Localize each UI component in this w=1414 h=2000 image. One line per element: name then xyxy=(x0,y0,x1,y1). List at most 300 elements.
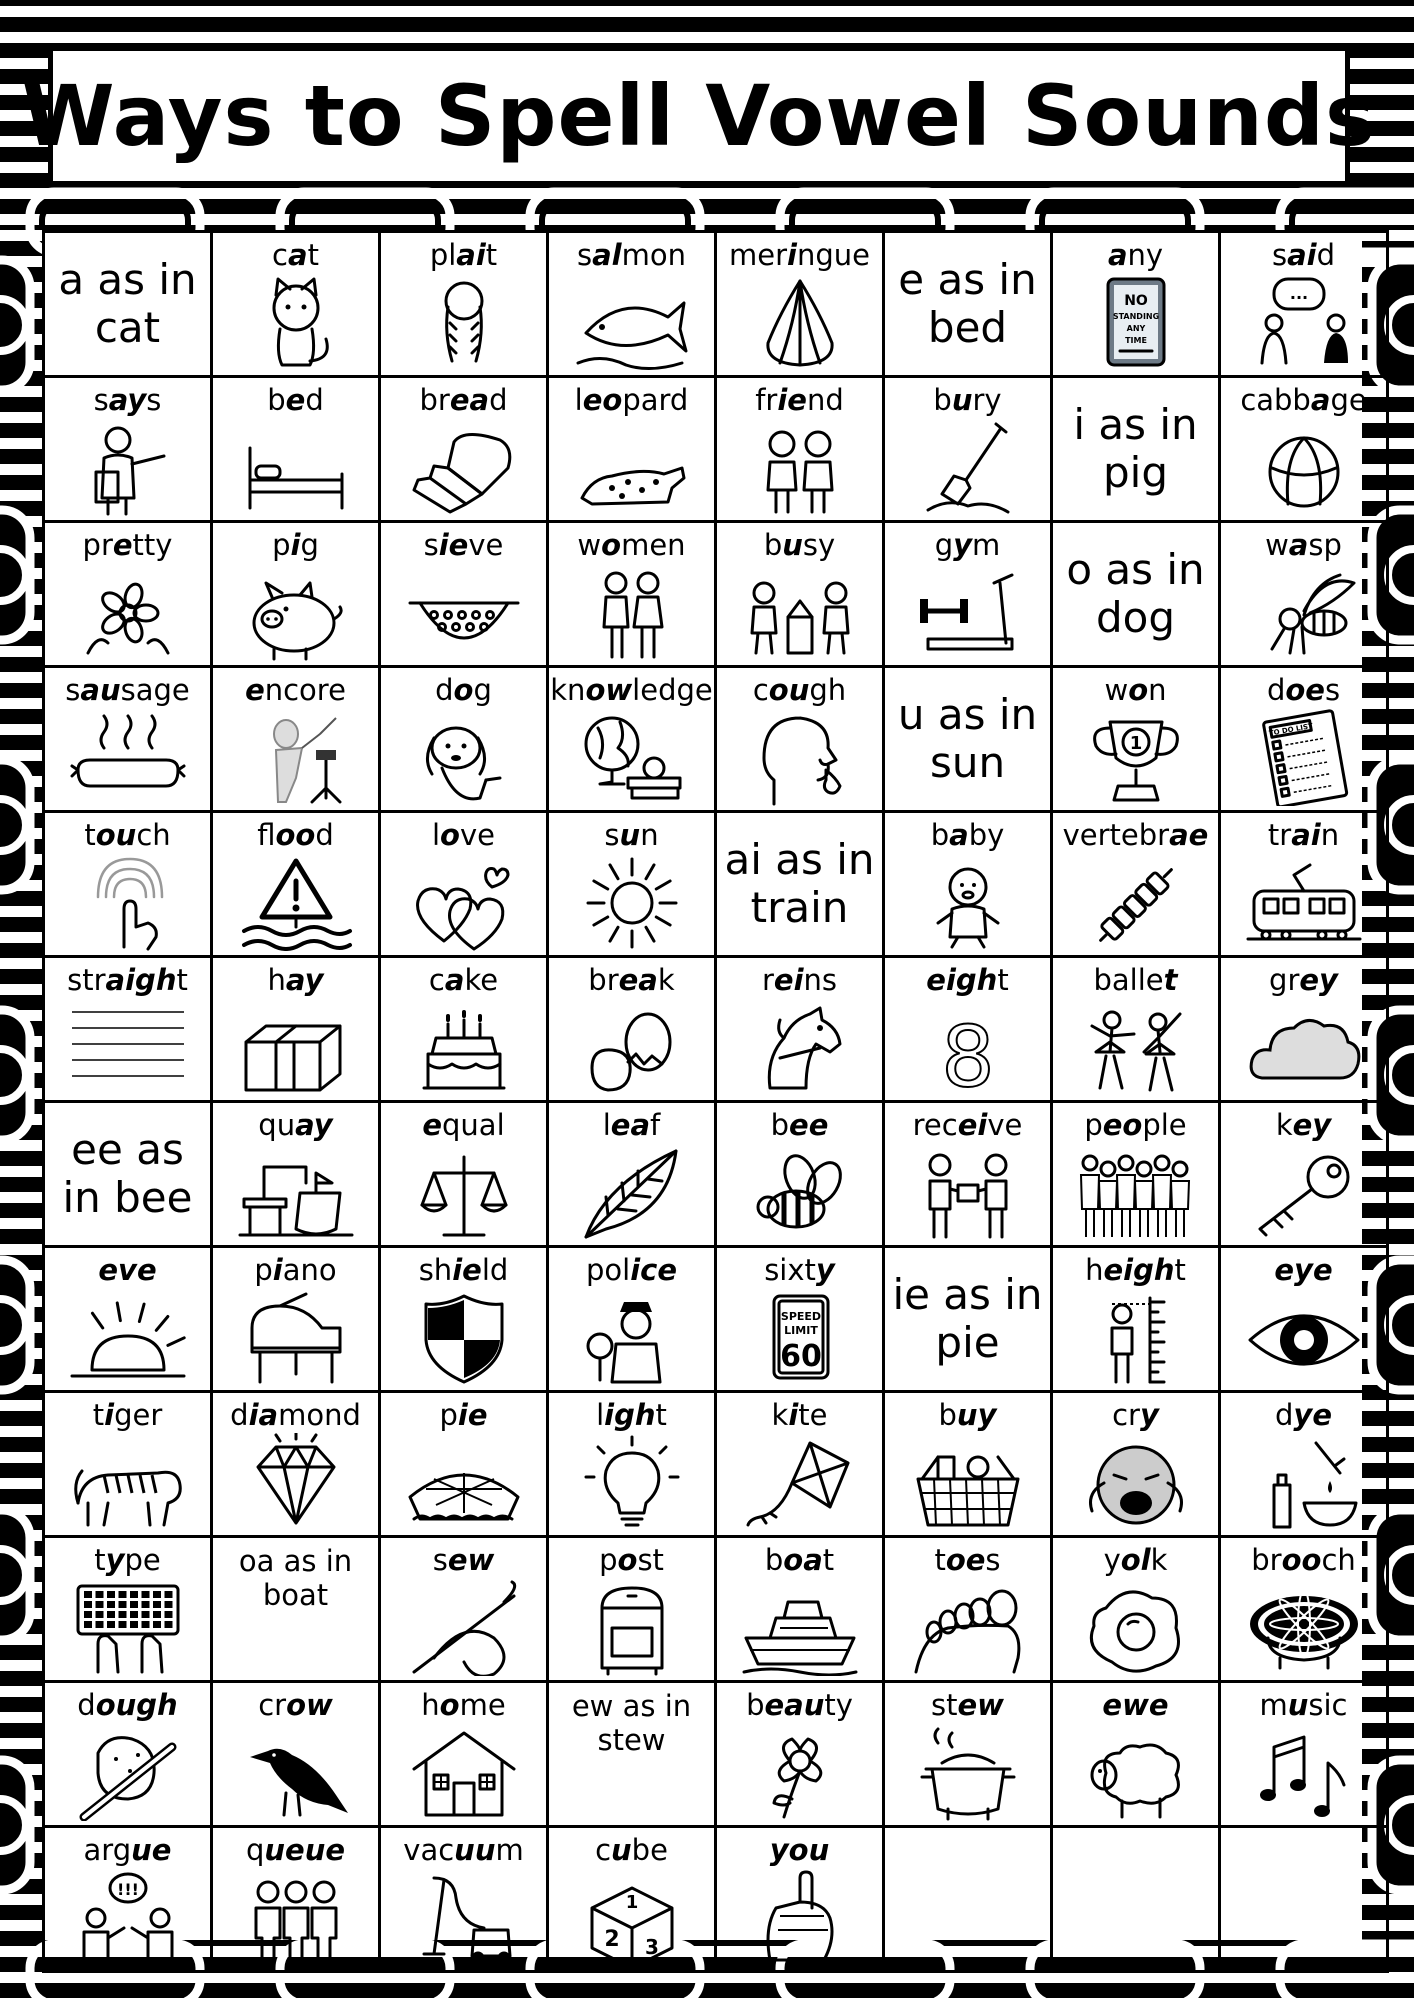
word-prefix: fl xyxy=(257,818,276,852)
word-label xyxy=(381,233,546,273)
word-cell xyxy=(716,1537,884,1682)
word-suffix: ty xyxy=(824,1688,853,1722)
svg-text:NO: NO xyxy=(1123,293,1148,309)
word-suffix: ve xyxy=(468,528,504,562)
grid-row xyxy=(44,522,1388,667)
vacuum-icon xyxy=(402,1868,526,1966)
word-cell xyxy=(380,1827,548,1972)
word-prefix: d xyxy=(1266,673,1286,707)
word-prefix: d xyxy=(435,673,454,707)
treadmill-icon xyxy=(906,563,1030,661)
word-label xyxy=(1221,1538,1386,1578)
word-suffix: ve xyxy=(987,1108,1023,1142)
svg-text:1: 1 xyxy=(625,1892,638,1913)
word-suffix: ngue xyxy=(796,238,870,272)
word-prefix: p xyxy=(599,1543,618,1577)
word-cell xyxy=(1052,957,1220,1102)
word-cell xyxy=(212,522,380,667)
word-label xyxy=(213,813,378,853)
word-prefix: t xyxy=(934,1543,946,1577)
baby-icon xyxy=(906,853,1030,951)
spelling-highlight: u xyxy=(951,383,973,417)
word-label xyxy=(45,1828,210,1868)
word-label xyxy=(1221,958,1386,998)
fried-egg-icon xyxy=(1074,1578,1198,1676)
word-cell xyxy=(884,1392,1052,1537)
word-label xyxy=(213,1683,378,1723)
word-label xyxy=(1221,1103,1386,1143)
word-cell xyxy=(1052,1682,1220,1827)
height-icon xyxy=(1074,1288,1198,1386)
word-suffix: ny xyxy=(1127,238,1164,272)
word-label xyxy=(45,958,210,998)
spelling-highlight: eigh xyxy=(1103,1253,1175,1287)
dye-icon xyxy=(1242,1433,1366,1531)
word-suffix: s xyxy=(985,1543,1001,1577)
word-label xyxy=(1221,668,1386,708)
grid-row xyxy=(44,1102,1388,1247)
word-cell xyxy=(1220,1247,1388,1392)
word-label xyxy=(717,1538,882,1578)
kids-icon xyxy=(738,563,862,661)
word-label xyxy=(1053,233,1218,273)
word-prefix: s xyxy=(1271,238,1288,272)
word-cell xyxy=(1052,812,1220,957)
spelling-highlight: eo xyxy=(582,383,623,417)
word-suffix: qual xyxy=(442,1108,505,1142)
spelling-highlight: ae xyxy=(1169,818,1209,852)
word-cell xyxy=(212,812,380,957)
word-prefix: h xyxy=(421,1688,440,1722)
word-cell xyxy=(548,377,716,522)
crow-icon xyxy=(234,1723,358,1821)
spelling-highlight: oe xyxy=(1285,673,1325,707)
word-prefix: s xyxy=(423,528,439,562)
word-label xyxy=(1053,668,1218,708)
word-label xyxy=(45,523,210,563)
word-cell xyxy=(884,1537,1052,1682)
spelling-highlight: oa xyxy=(783,1543,823,1577)
fish-icon xyxy=(570,273,694,371)
haybale-icon xyxy=(234,998,358,1096)
word-label xyxy=(549,523,714,563)
word-suffix: g xyxy=(473,673,492,707)
spelling-highlight: ou xyxy=(768,673,810,707)
argue-icon xyxy=(66,1868,190,1966)
svg-text:LIMIT: LIMIT xyxy=(783,1324,818,1337)
word-cell xyxy=(716,957,884,1102)
word-label xyxy=(1053,1103,1218,1143)
grid-row xyxy=(44,1537,1388,1682)
spelling-highlight: oo xyxy=(1281,1543,1322,1577)
word-label xyxy=(885,378,1050,418)
word-label xyxy=(549,1393,714,1433)
word-suffix: te xyxy=(798,1398,828,1432)
word-suffix: t xyxy=(997,963,1009,997)
word-suffix: sy xyxy=(802,528,836,562)
word-label xyxy=(213,378,378,418)
spelling-highlight: a xyxy=(288,238,308,272)
trophy-icon xyxy=(1074,708,1198,806)
spelling-highlight: a xyxy=(444,963,465,997)
word-prefix: vac xyxy=(403,1833,455,1867)
meringue-icon xyxy=(738,273,862,371)
sausage-icon xyxy=(66,708,190,806)
grid-row xyxy=(44,1827,1388,1972)
word-cell xyxy=(1052,1392,1220,1537)
shield-icon xyxy=(402,1288,526,1386)
word-prefix: y xyxy=(1103,1543,1121,1577)
word-suffix: gh xyxy=(809,673,847,707)
word-suffix: sage xyxy=(120,673,190,707)
word-label xyxy=(549,1538,714,1578)
word-cell xyxy=(380,957,548,1102)
word-suffix: t xyxy=(1174,1253,1186,1287)
word-cell xyxy=(1052,232,1220,377)
key-icon xyxy=(1242,1143,1366,1241)
word-prefix: arg xyxy=(83,1833,132,1867)
globe-icon xyxy=(570,708,694,806)
women-icon xyxy=(570,563,694,661)
sheep-icon xyxy=(1074,1723,1198,1821)
word-prefix: c xyxy=(428,963,445,997)
word-cell xyxy=(380,522,548,667)
spelling-highlight: ai xyxy=(1287,238,1317,272)
sun-icon xyxy=(570,853,694,951)
spelling-highlight: ou xyxy=(95,818,137,852)
spelling-highlight: ie xyxy=(438,528,469,562)
spelling-highlight: uu xyxy=(454,1833,496,1867)
word-suffix: ns xyxy=(803,963,838,997)
spelling-highlight: ee xyxy=(789,1108,829,1142)
spelling-highlight: ai xyxy=(1291,818,1321,852)
grid-row xyxy=(44,232,1388,377)
word-label xyxy=(885,1538,1050,1578)
word-prefix: s xyxy=(577,238,593,272)
word-suffix: ge xyxy=(1330,383,1367,417)
word-label xyxy=(381,1683,546,1723)
spelling-highlight: e xyxy=(422,1108,443,1142)
spelling-highlight: o xyxy=(601,528,622,562)
word-cell xyxy=(548,1102,716,1247)
spelling-highlight: e xyxy=(245,673,265,707)
word-prefix: c xyxy=(752,673,769,707)
spelling-highlight: u xyxy=(782,528,803,562)
word-suffix: be xyxy=(631,1833,668,1867)
word-cell xyxy=(380,1537,548,1682)
word-cell xyxy=(548,812,716,957)
spelling-highlight: ewe xyxy=(1102,1688,1169,1722)
word-prefix: t xyxy=(84,818,96,852)
word-cell xyxy=(44,522,212,667)
word-prefix: str xyxy=(67,963,106,997)
word-label xyxy=(381,1538,546,1578)
sound-heading-cell xyxy=(884,232,1052,377)
brooch-icon xyxy=(1242,1578,1366,1676)
spelling-highlight: eigh xyxy=(926,963,998,997)
word-label xyxy=(1053,1538,1218,1578)
touch-icon xyxy=(66,853,190,951)
word-label xyxy=(549,1248,714,1288)
word-cell xyxy=(44,1392,212,1537)
word-cell xyxy=(1052,1537,1220,1682)
music-icon xyxy=(1242,1723,1366,1821)
word-prefix: br xyxy=(588,963,619,997)
word-prefix: cr xyxy=(258,1688,287,1722)
word-prefix: sixt xyxy=(764,1253,816,1287)
spelling-highlight: ea xyxy=(618,963,658,997)
spelling-highlight: ay xyxy=(295,1108,333,1142)
word-prefix: b xyxy=(770,1108,790,1142)
svg-text:TO DO LIST: TO DO LIST xyxy=(1267,722,1313,738)
word-suffix: n xyxy=(1148,673,1167,707)
needle-icon xyxy=(402,1578,526,1676)
word-label xyxy=(1053,1393,1218,1433)
spelling-highlight: ue xyxy=(131,1833,172,1867)
cough-icon xyxy=(738,708,862,806)
word-prefix: q xyxy=(245,1833,265,1867)
receive-icon xyxy=(906,1143,1030,1241)
word-suffix: ano xyxy=(282,1253,337,1287)
spelling-highlight: eau xyxy=(764,1688,825,1722)
sound-heading: ew as in stew xyxy=(571,1689,692,1757)
queue-icon xyxy=(234,1868,358,1966)
word-suffix: f xyxy=(650,1108,661,1142)
word-label xyxy=(717,233,882,273)
vowel-chart xyxy=(42,230,1367,1959)
word-cell xyxy=(212,232,380,377)
word-label xyxy=(885,523,1050,563)
spelling-highlight: ew xyxy=(957,1688,1004,1722)
train-icon xyxy=(1242,853,1366,951)
word-cell xyxy=(1052,1247,1220,1392)
word-label xyxy=(45,1538,210,1578)
word-cell xyxy=(380,1682,548,1827)
word-label xyxy=(717,1103,882,1143)
cake-icon xyxy=(402,998,526,1096)
spelling-highlight: i xyxy=(290,528,301,562)
keyboard-icon xyxy=(66,1578,190,1676)
word-prefix: sh xyxy=(418,1253,453,1287)
crying-icon xyxy=(1074,1433,1198,1531)
word-suffix: g xyxy=(300,528,319,562)
bee-icon xyxy=(738,1143,862,1241)
word-label xyxy=(381,378,546,418)
word-suffix: s xyxy=(146,383,162,417)
word-prefix: k xyxy=(771,1398,789,1432)
word-suffix: pard xyxy=(622,383,689,417)
spelling-highlight: u xyxy=(1287,1688,1309,1722)
word-prefix: c xyxy=(272,238,288,272)
word-cell xyxy=(884,1102,1052,1247)
word-cell xyxy=(884,522,1052,667)
word-cell xyxy=(1220,232,1388,377)
word-prefix: b xyxy=(746,1688,765,1722)
word-suffix: st xyxy=(637,1543,664,1577)
word-prefix: balle xyxy=(1093,963,1164,997)
word-label xyxy=(1221,523,1386,563)
spelling-highlight: ice xyxy=(630,1253,678,1287)
word-label xyxy=(45,668,210,708)
word-cell xyxy=(548,522,716,667)
word-suffix: s xyxy=(1324,673,1341,707)
word-suffix: mon xyxy=(621,238,686,272)
svg-text:...: ... xyxy=(1289,284,1308,303)
word-cell xyxy=(44,667,212,812)
word-prefix: p xyxy=(272,528,291,562)
word-cell xyxy=(716,1682,884,1827)
people-icon xyxy=(1074,1143,1198,1241)
word-label xyxy=(549,958,714,998)
word-prefix: b xyxy=(930,818,950,852)
svg-text:SPEED: SPEED xyxy=(780,1310,821,1323)
word-suffix: ncore xyxy=(264,673,346,707)
word-cell xyxy=(548,1392,716,1537)
word-label xyxy=(381,1393,546,1433)
block-icon xyxy=(570,1868,694,1966)
word-label xyxy=(549,1828,714,1868)
lines-icon xyxy=(66,998,190,1096)
spelling-highlight: ei xyxy=(957,1108,988,1142)
empty-cell xyxy=(1220,1827,1388,1972)
spelling-highlight: a xyxy=(1107,238,1128,272)
word-prefix: st xyxy=(931,1688,958,1722)
spelling-highlight: i xyxy=(104,1398,115,1432)
word-cell xyxy=(1220,1537,1388,1682)
spelling-highlight: ye xyxy=(1293,1398,1332,1432)
word-cell xyxy=(212,957,380,1102)
spelling-highlight: y xyxy=(1139,1398,1159,1432)
word-prefix: s xyxy=(604,818,620,852)
spelling-highlight: ol xyxy=(1120,1543,1151,1577)
word-prefix: gr xyxy=(1269,963,1300,997)
grid-row xyxy=(44,957,1388,1102)
word-label xyxy=(549,668,714,708)
word-label xyxy=(1221,1393,1386,1433)
word-label xyxy=(1053,958,1218,998)
diamond-icon xyxy=(234,1433,358,1531)
spelling-highlight: ie xyxy=(452,1253,482,1287)
word-label xyxy=(717,668,882,708)
word-prefix: r xyxy=(761,963,774,997)
grid-row xyxy=(44,1392,1388,1537)
word-cell xyxy=(380,667,548,812)
word-suffix: t xyxy=(655,1398,667,1432)
spelling-highlight: o xyxy=(440,818,460,852)
word-cell xyxy=(1220,957,1388,1102)
word-suffix: by xyxy=(968,818,1005,852)
word-label xyxy=(213,1393,378,1433)
pig-icon xyxy=(234,563,358,661)
spelling-highlight: ew xyxy=(447,1543,495,1577)
word-cell xyxy=(380,377,548,522)
spelling-highlight: ea xyxy=(449,383,490,417)
shovel-icon xyxy=(906,418,1030,516)
word-prefix: p xyxy=(1084,1108,1103,1142)
word-label xyxy=(1221,1248,1386,1288)
word-cell xyxy=(884,1682,1052,1827)
sound-heading-cell xyxy=(548,1682,716,1827)
word-prefix: s xyxy=(65,673,81,707)
sound-heading-cell xyxy=(44,232,212,377)
word-cell xyxy=(884,957,1052,1102)
word-suffix: ke xyxy=(464,963,499,997)
word-suffix: k xyxy=(1150,1543,1168,1577)
grid-row xyxy=(44,377,1388,522)
word-label xyxy=(1053,1683,1218,1723)
dog-icon xyxy=(402,708,526,806)
cloud-icon xyxy=(1242,998,1366,1096)
word-prefix: h xyxy=(267,963,286,997)
word-prefix: t xyxy=(94,1543,106,1577)
word-cell xyxy=(548,957,716,1102)
word-prefix: t xyxy=(92,1398,105,1432)
word-label xyxy=(381,813,546,853)
word-label xyxy=(45,1248,210,1288)
sound-heading-cell xyxy=(44,1102,212,1247)
spelling-highlight: oe xyxy=(945,1543,986,1577)
word-cell xyxy=(1052,667,1220,812)
word-cell xyxy=(380,1392,548,1537)
word-label xyxy=(1053,813,1218,853)
spelling-highlight: eye xyxy=(1274,1253,1333,1287)
word-prefix: b xyxy=(267,383,286,417)
rose-icon xyxy=(738,1723,862,1821)
empty-cell xyxy=(884,1827,1052,1972)
word-label xyxy=(717,958,882,998)
svg-text:1: 1 xyxy=(1129,733,1142,754)
word-label xyxy=(45,378,210,418)
sound-heading: ee as in bee xyxy=(62,1125,193,1222)
word-cell xyxy=(1220,667,1388,812)
word-cell xyxy=(1220,522,1388,667)
hearts-icon xyxy=(402,853,526,951)
boat-icon xyxy=(738,1578,862,1676)
toes-icon xyxy=(906,1578,1030,1676)
pie-icon xyxy=(402,1433,526,1531)
spelling-highlight: ow xyxy=(585,673,633,707)
word-prefix: l xyxy=(602,1108,611,1142)
word-label xyxy=(381,958,546,998)
word-cell xyxy=(212,1682,380,1827)
dough-icon xyxy=(66,1723,190,1821)
word-prefix: tr xyxy=(1267,818,1292,852)
spelling-highlight: y xyxy=(815,1253,835,1287)
eight-icon xyxy=(906,998,1030,1096)
spelling-highlight: aigh xyxy=(105,963,177,997)
basket-icon xyxy=(906,1433,1030,1531)
word-suffix: m xyxy=(972,528,1001,562)
pot-icon xyxy=(906,1723,1030,1821)
spelling-highlight: o xyxy=(453,673,474,707)
page-title: Ways to Spell Vowel Sounds xyxy=(22,67,1376,165)
word-label xyxy=(717,378,882,418)
spelling-highlight: ea xyxy=(610,1108,651,1142)
word-suffix: ple xyxy=(1142,1108,1187,1142)
word-suffix: me xyxy=(459,1688,506,1722)
word-suffix: d xyxy=(489,383,508,417)
word-suffix: n xyxy=(640,818,659,852)
cabbage-icon xyxy=(1242,418,1366,516)
word-suffix: sic xyxy=(1308,1688,1348,1722)
word-suffix: d xyxy=(1316,238,1336,272)
word-label xyxy=(885,1393,1050,1433)
word-cell xyxy=(44,957,212,1102)
presenter-icon xyxy=(66,418,190,516)
spelling-highlight: t xyxy=(1163,963,1178,997)
word-cell xyxy=(1220,1682,1388,1827)
bulb-icon xyxy=(570,1433,694,1531)
